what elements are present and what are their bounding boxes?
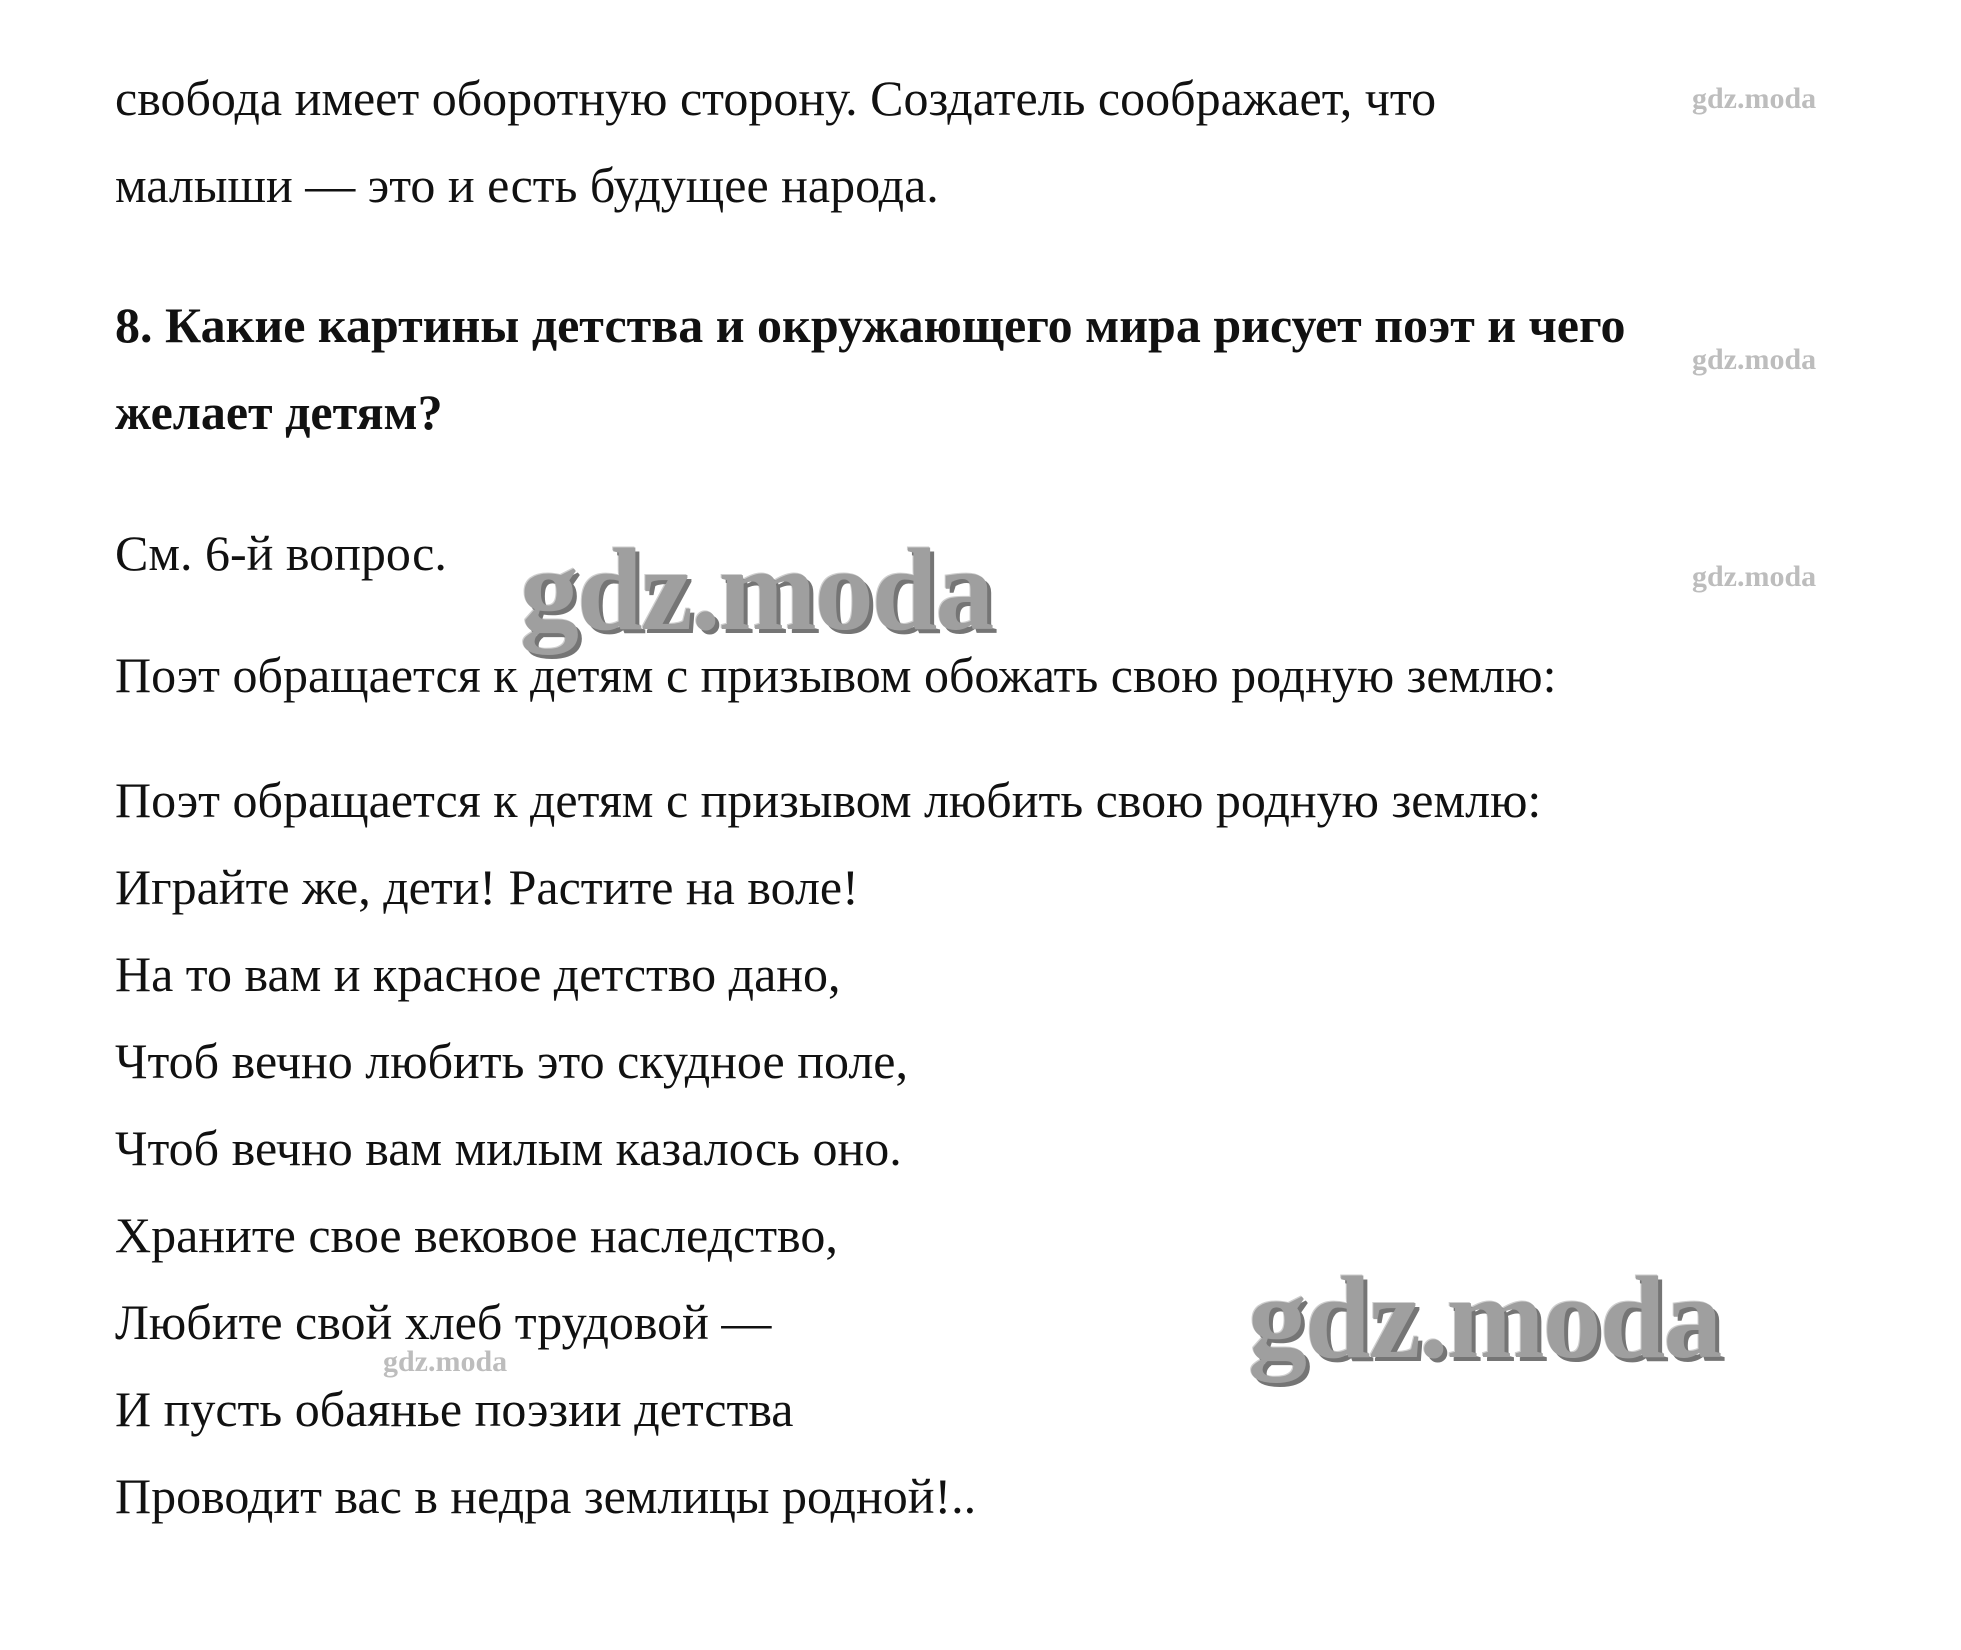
watermark-large-2: gdz.moda: [1248, 1252, 1721, 1383]
watermark-small-2: gdz.moda: [1692, 343, 1817, 376]
poem-line-7: И пусть обаянье поэзии детства: [115, 1381, 794, 1437]
answer-reference: См. 6-й вопрос.: [115, 525, 447, 581]
question-line-1: 8. Какие картины детства и окружающего мира рисует поэт и чего: [115, 297, 1626, 353]
answer-paraphrase: Поэт обращается к детям с призывом обожать свою родную землю:: [115, 647, 1557, 703]
poem-line-6: Любите свой хлеб трудовой —: [115, 1294, 772, 1350]
watermark-large-1: gdz.moda: [520, 524, 993, 655]
intro-line-2: малыши — это и есть будущее народа.: [115, 157, 939, 213]
poem-line-3: Чтоб вечно любить это скудное поле,: [115, 1033, 908, 1089]
question-line-2: желает детям?: [115, 384, 443, 440]
poem-line-4: Чтоб вечно вам милым казалось оно.: [115, 1120, 902, 1176]
poem-line-1: Играйте же, дети! Растите на воле!: [115, 859, 859, 915]
answer-original: Поэт обращается к детям с призывом любить свою родную землю:: [115, 772, 1542, 828]
watermark-small-3: gdz.moda: [1692, 560, 1817, 593]
poem-line-5: Храните свое вековое наследство,: [115, 1207, 838, 1263]
watermark-small-4: gdz.moda: [383, 1345, 508, 1378]
intro-line-1: свобода имеет оборотную сторону. Создатель соображает, что: [115, 70, 1437, 126]
watermark-small-1: gdz.moda: [1692, 82, 1817, 115]
poem-line-8: Проводит вас в недра землицы родной!..: [115, 1468, 977, 1524]
poem-line-2: На то вам и красное детство дано,: [115, 946, 841, 1002]
